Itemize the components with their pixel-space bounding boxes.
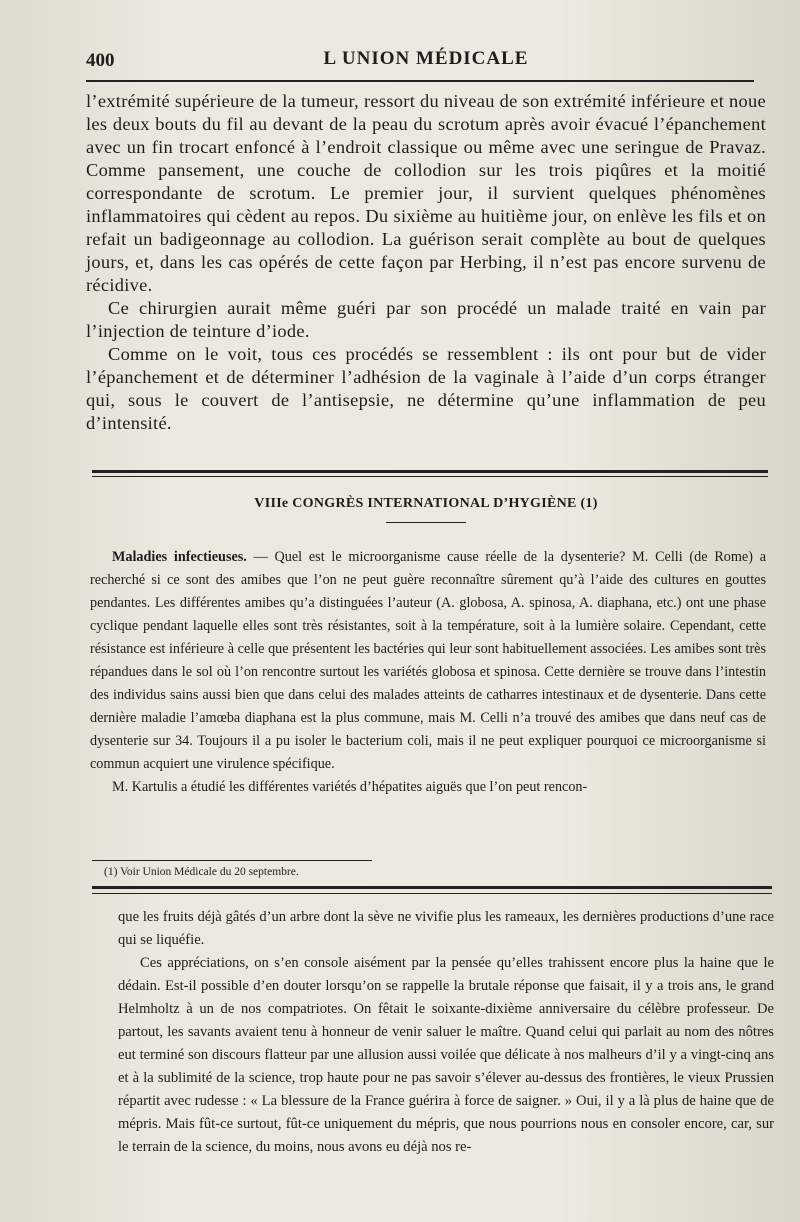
section-heading: VIIIe CONGRÈS INTERNATIONAL D’HYGIÈNE (1) (254, 496, 598, 511)
congress-paragraph-1-text: — Quel est le microorganisme cause réelle de la dysenterie? M. Celli (de Rome) a recherché si ce sont des amibes que l’on ne peut guère reconnaître sûrement qu’à l’aide des cultures en gouttes pendantes. Les différentes amibes qu’a distinguées l’auteur (A. globosa, A. spinosa, A. diaphana, etc.) ont une phase cyclique pendant laquelle elles sont très résistantes, soit à la température, soit à la lumière solaire. Cependant, cette résistance est inférieure à celle que présentent les bactéries qui leur sont habituellement associées. Les amibes sont très répandues dans le sol où l’on rencontre surtout les variétés globosa et spinosa. Cette dernière se trouve dans l’intestin des individus sains aussi bien que dans celui des malades atteints de catharres intestinaux et de dysenterie. Dans cette dernière maladie l’amœba diaphana est la plus commune, mais M. Celli n’a trouvé des amibes que dans neuf cas de dysenterie sur 34. Toujours il a pu isoler le bacterium coli, mais il ne peut expliquer pourquoi ce microorganisme si commun acquiert une virulence spécifique. (90, 549, 766, 772)
top-paragraph-3: Comme on le voit, tous ces procédés se ressemblent : ils ont pour but de vider l’épanchement et de déterminer l’adhésion de la vaginale à l’aide d’un corps étranger qui, sous le couvert de l’antisepsie, ne détermine qu’une inflammation de peu d’intensité. (86, 344, 766, 433)
header-rule (86, 80, 754, 82)
feuilleton-divider-rule (92, 886, 772, 889)
feuilleton-divider-rule-thin (92, 893, 772, 894)
feuilleton-paragraph-2: Ces appréciations, on s’en console aisément par la pensée qu’elles trahissent encore plus la haine que le dédain. Est-il possible d’en douter lorsqu’on se rappelle la brutale réponse que faisait, il y a trois ans, le grand Helmholtz à un de nos compatriotes. On fêtait le soixante-dixième anniversaire du célèbre professeur. De partout, les savants avaient tenu à honneur de venir saluer le maître. Quand celui qui parlait au nom des nôtres eut terminé son discours flatteur par une allusion aussi voilée que délicate à nos malheurs d’il y a vingt-cinq ans et à la sublimité de la science, trop haute pour ne pas savoir s’élever au-dessus des frontières, le vieux Prussien répartit avec rudesse : « La blessure de la France guérira à force de saigner. » Oui, il y a là plus de haine que de mépris. Mais fût-ce surtout, fût-ce uniquement du mépris, que nous pourrions nous en consoler encore, car, sur le terrain de la science, du moins, nous avons eu déjà nos re- (118, 955, 774, 1155)
section-lead: Maladies infectieuses. (112, 549, 247, 565)
section-divider-rule-thin (92, 476, 768, 477)
top-article-text (86, 90, 766, 435)
page-header (86, 44, 766, 78)
congress-article-text (90, 546, 766, 799)
footnote-rule (92, 860, 372, 861)
section-divider-rule (92, 470, 768, 473)
feuilleton-text (118, 906, 774, 1159)
top-paragraph-1: l’extrémité supérieure de la tumeur, ressort du niveau de son extrémité inférieure et noue les deux bouts du fil au devant de la peau du scrotum après avoir évacué l’épanchement avec un fin trocart enfoncé à l’endroit classique ou même avec une seringue de Pravaz. Comme pansement, une couche de collodion sur les trois piqûres et la moitié correspondante de scrotum. Le premier jour, il survient quelques phénomènes inflammatoires qui cèdent au repos. Du sixième au huitième jour, on enlève les fils et on refait un badigeonnage au collodion. La guérison serait complète au bout de quelques jours, et, dans les cas opérés de cette façon par Herbing, il n’est pas encore survenu de récidive. (86, 91, 766, 295)
journal-title: L UNION MÉDICALE (323, 48, 529, 69)
congress-paragraph-1 (90, 546, 766, 776)
feuilleton-paragraph-1: que les fruits déjà gâtés d’un arbre dont la sève ne vivifie plus les rameaux, les dernières productions d’une race qui se liquéfie. (118, 909, 774, 948)
top-paragraph-2: Ce chirurgien aurait même guéri par son procédé un malade traité en vain par l’injection de teinture d’iode. (86, 298, 766, 341)
heading-underline (386, 522, 466, 523)
footnote: (1) Voir Union Médicale du 20 septembre. (104, 866, 299, 878)
page-number: 400 (86, 50, 115, 71)
congress-paragraph-2: M. Kartulis a étudié les différentes variétés d’hépatites aiguës que l’on peut rencon- (112, 779, 588, 795)
